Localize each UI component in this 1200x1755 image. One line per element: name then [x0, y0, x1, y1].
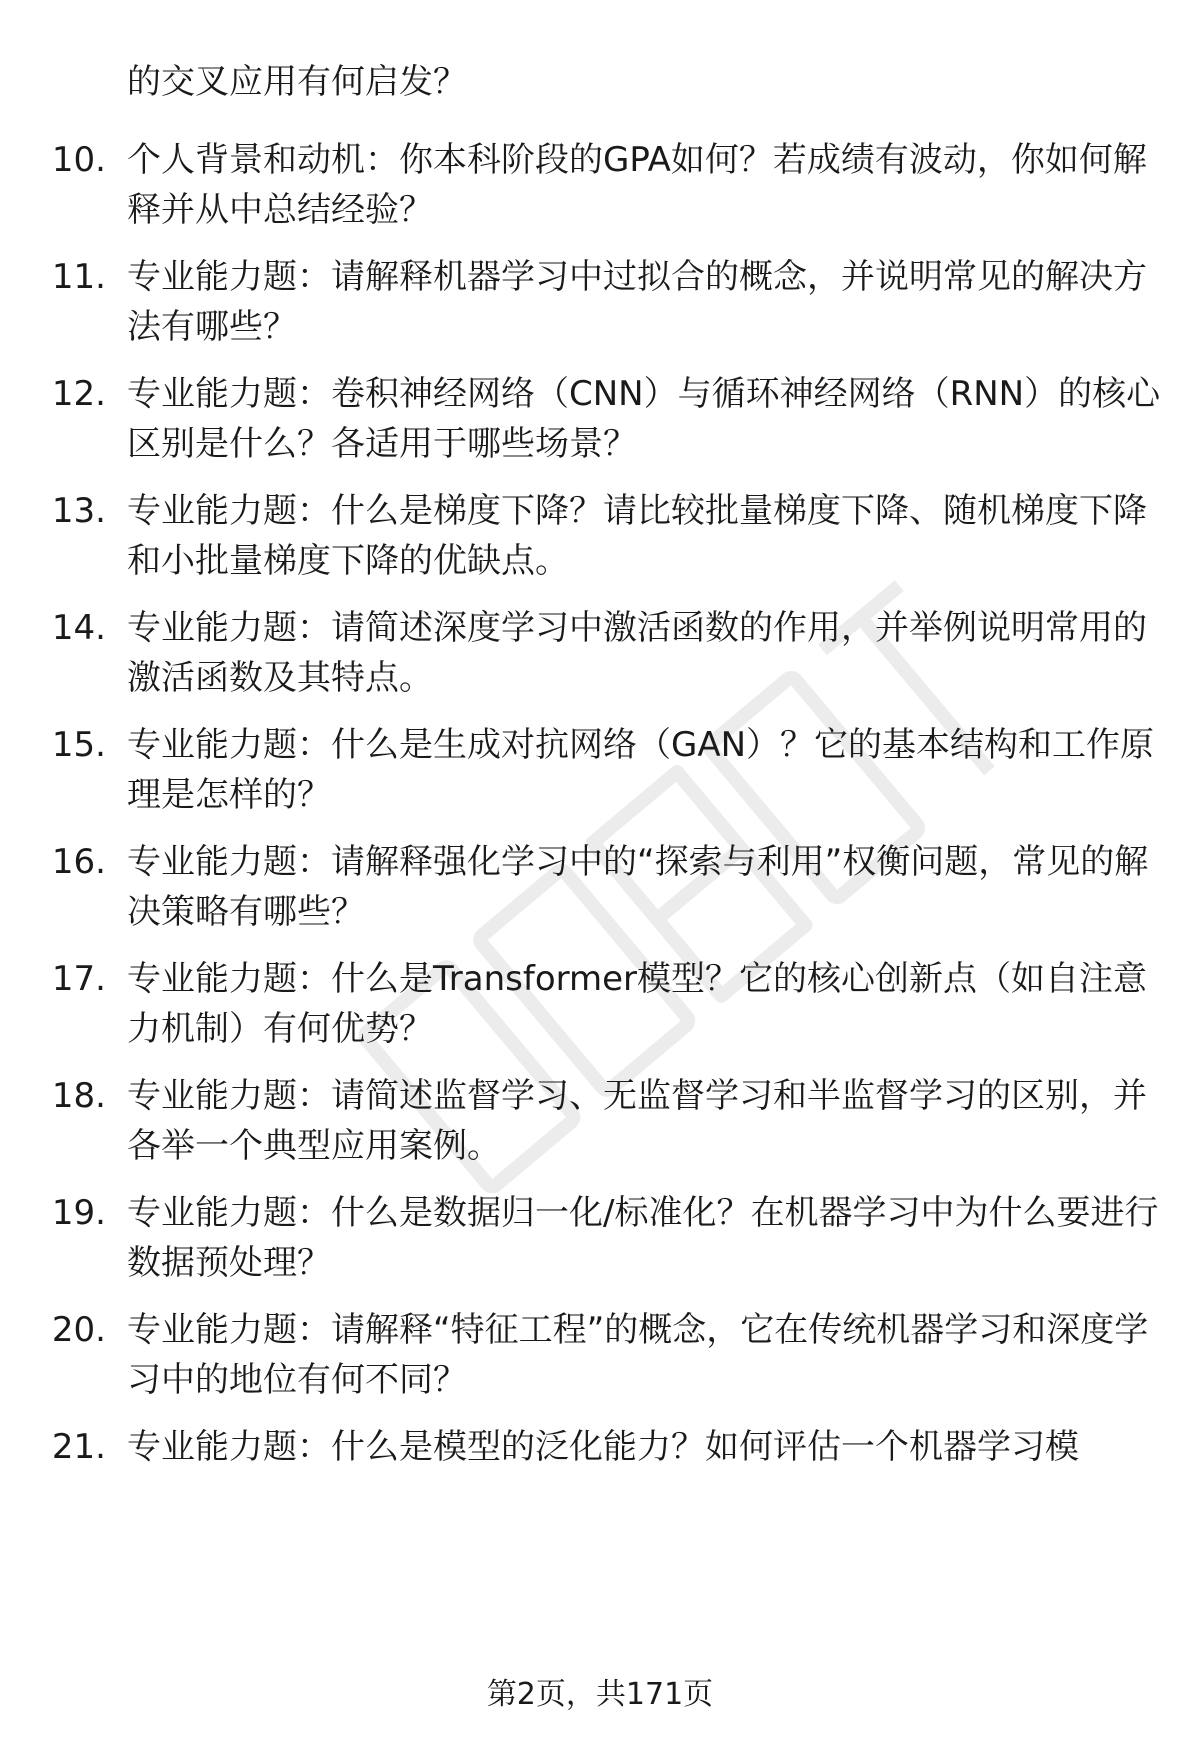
item-number: 17.: [51, 959, 106, 999]
item-text: 专业能力题：什么是生成对抗网络（GAN）？它的基本结构和工作原理是怎样的？: [127, 725, 1155, 815]
item-number: 15.: [51, 725, 106, 765]
item-text: 专业能力题：请简述监督学习、无监督学习和半监督学习的区别，并各举一个典型应用案例。: [127, 1076, 1147, 1166]
item-number: 19.: [51, 1193, 106, 1233]
item-text: 专业能力题：卷积神经网络（CNN）与循环神经网络（RNN）的核心区别是什么？各适用于哪些场景？: [127, 374, 1161, 464]
item-text: 专业能力题：请简述深度学习中激活函数的作用，并举例说明常用的激活函数及其特点。: [127, 608, 1147, 698]
item-number: 18.: [51, 1076, 106, 1116]
item-text: 专业能力题：什么是数据归一化/标准化？在机器学习中为什么要进行数据预处理？: [127, 1193, 1159, 1283]
item-number: 21.: [51, 1427, 106, 1467]
continuation-line: 的交叉应用有何启发？: [127, 62, 467, 102]
item-number: 14.: [51, 608, 106, 648]
item-text: 专业能力题：请解释“特征工程”的概念，它在传统机器学习和深度学习中的地位有何不同？: [127, 1310, 1149, 1400]
item-number: 20.: [51, 1310, 106, 1350]
page-footer: 第2页，共171页: [486, 1677, 714, 1712]
item-number: 16.: [51, 842, 106, 882]
item-number: 11.: [51, 257, 106, 297]
item-text: 专业能力题：请解释强化学习中的“探索与利用”权衡问题，常见的解决策略有哪些？: [127, 842, 1149, 932]
item-text: 专业能力题：什么是Transformer模型？它的核心创新点（如自注意力机制）有何优势？: [127, 959, 1148, 1049]
item-text: 专业能力题：什么是模型的泛化能力？如何评估一个机器学习模: [127, 1427, 1079, 1467]
item-number: 13.: [51, 491, 106, 531]
item-text: 专业能力题：请解释机器学习中过拟合的概念，并说明常见的解决方法有哪些？: [127, 257, 1147, 347]
item-number: 10.: [51, 140, 106, 180]
item-text: 专业能力题：什么是梯度下降？请比较批量梯度下降、随机梯度下降和小批量梯度下降的优缺点。: [127, 491, 1147, 581]
item-number: 12.: [51, 374, 106, 414]
item-text: 个人背景和动机：你本科阶段的GPA如何？若成绩有波动，你如何解释并从中总结经验？: [127, 140, 1147, 230]
